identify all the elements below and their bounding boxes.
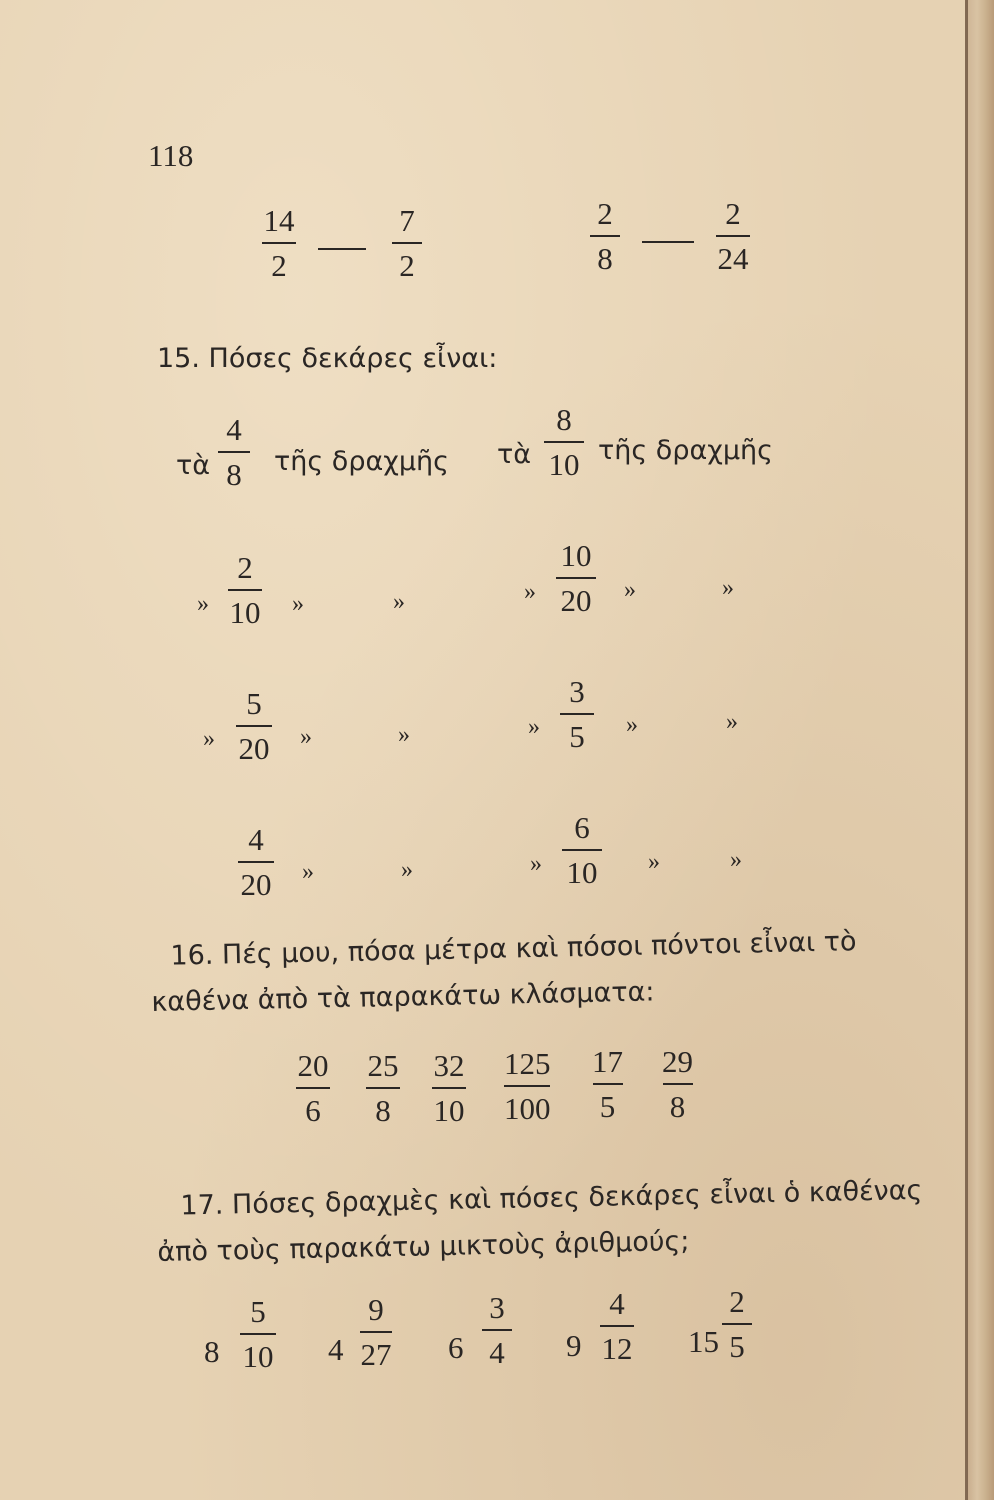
- denominator: 5: [599, 1089, 616, 1124]
- numerator: 7: [399, 203, 415, 238]
- fraction-bar: [593, 1083, 623, 1085]
- top-fraction-c: [590, 198, 620, 274]
- denominator: 12: [601, 1331, 633, 1366]
- fraction-bar: [360, 1331, 392, 1333]
- numerator: 125: [504, 1046, 551, 1081]
- mixed-whole: 4: [328, 1332, 344, 1367]
- ex17-mixed-fraction-3: [482, 1292, 512, 1368]
- fraction-bar: [722, 1323, 752, 1325]
- mixed-whole: 8: [204, 1334, 220, 1369]
- denominator: 5: [569, 719, 585, 754]
- fraction-bar: [504, 1085, 550, 1087]
- ex17-mixed-fraction-4: [600, 1288, 634, 1364]
- numerator: 10: [560, 538, 592, 573]
- ex15-left-fraction-1: [218, 414, 250, 490]
- ex15-right-fraction-1: [544, 404, 584, 480]
- ditto-mark: »: [524, 579, 536, 605]
- ex15-right-fraction-2: [556, 540, 596, 616]
- ditto-mark: »: [648, 849, 660, 875]
- ditto-mark: »: [730, 847, 742, 873]
- dash-line: [318, 248, 366, 250]
- denominator: 8: [226, 457, 242, 492]
- denominator: 8: [597, 241, 613, 276]
- fraction-bar: [590, 235, 620, 237]
- numerator: 3: [569, 674, 585, 709]
- numerator: 14: [263, 203, 295, 238]
- denominator: 20: [560, 583, 592, 618]
- denominator: 27: [360, 1337, 392, 1372]
- denominator: 10: [433, 1093, 465, 1128]
- numerator: 6: [574, 810, 590, 845]
- ex16-fraction-5: [592, 1046, 623, 1122]
- fraction-bar: [296, 1087, 330, 1089]
- ta-label: τὰ: [497, 439, 532, 470]
- denominator: 5: [729, 1329, 745, 1364]
- mixed-whole: 15: [688, 1324, 719, 1359]
- denominator: 2: [271, 248, 287, 283]
- fraction-bar: [238, 861, 274, 863]
- numerator: 32: [433, 1048, 465, 1083]
- numerator: 4: [609, 1286, 625, 1321]
- numerator: 25: [367, 1048, 399, 1083]
- ex15-right-fraction-3: [560, 676, 594, 752]
- fraction-bar: [392, 242, 422, 244]
- numerator: 2: [597, 196, 613, 231]
- ex17-mixed-fraction-2: [360, 1294, 392, 1370]
- mixed-whole: 6: [448, 1330, 464, 1365]
- numerator: 8: [556, 402, 572, 437]
- ex15-left-fraction-4: [238, 824, 274, 900]
- ta-label: τὰ: [176, 450, 211, 481]
- numerator: 4: [248, 822, 264, 857]
- numerator: 5: [250, 1294, 266, 1329]
- ex16-fraction-6: [662, 1046, 693, 1122]
- ditto-mark: »: [398, 722, 410, 748]
- ditto-mark: »: [626, 712, 638, 738]
- ex16-fraction-4: [504, 1048, 551, 1124]
- fraction-bar: [556, 577, 596, 579]
- numerator: 29: [662, 1044, 693, 1079]
- ditto-mark: »: [197, 591, 209, 617]
- numerator: 2: [729, 1284, 745, 1319]
- fraction-bar: [236, 725, 272, 727]
- ex16-fraction-3: [432, 1050, 466, 1126]
- top-fraction-d: [716, 198, 750, 274]
- ditto-mark: »: [722, 575, 734, 601]
- denominator: 100: [504, 1091, 551, 1126]
- ditto-mark: »: [624, 577, 636, 603]
- fraction-bar: [218, 451, 250, 453]
- ex15-left-fraction-2: [228, 552, 262, 628]
- denominator: 10: [548, 447, 580, 482]
- denominator: 20: [240, 867, 272, 902]
- denominator: 6: [305, 1093, 321, 1128]
- ditto-mark: »: [530, 851, 542, 877]
- fraction-bar: [716, 235, 750, 237]
- fraction-bar: [482, 1329, 512, 1331]
- denominator: 10: [566, 855, 598, 890]
- denominator: 10: [242, 1339, 274, 1374]
- fraction-bar: [432, 1087, 466, 1089]
- denominator: 2: [399, 248, 415, 283]
- ditto-mark: »: [292, 591, 304, 617]
- fraction-bar: [366, 1087, 400, 1089]
- ex17-mixed-fraction-5: [722, 1286, 752, 1362]
- exercise-15-title: 15. Πόσες δεκάρες εἶναι:: [157, 343, 498, 374]
- fraction-bar: [262, 242, 296, 244]
- numerator: 20: [297, 1048, 329, 1083]
- numerator: 3: [489, 1290, 505, 1325]
- denominator: 10: [229, 595, 261, 630]
- dash-line: [642, 241, 694, 243]
- exercise-16-text: 16. Πές μου, πόσα μέτρα καὶ πόσοι πόντοι εἶναι τὸ καθένα ἀπὸ τὰ παρακάτω κλάσματα:: [151, 926, 857, 1018]
- tis-drachmis-label: τῆς δραχμῆς: [598, 435, 773, 466]
- book-spine-edge: [965, 0, 994, 1500]
- tis-drachmis-label: τῆς δραχμῆς: [274, 446, 449, 477]
- ditto-mark: »: [302, 859, 314, 885]
- ditto-mark: »: [726, 709, 738, 735]
- fraction-bar: [562, 849, 602, 851]
- mixed-whole: 9: [566, 1328, 582, 1363]
- denominator: 8: [669, 1089, 686, 1124]
- ex16-fraction-1: [296, 1050, 330, 1126]
- denominator: 24: [717, 241, 749, 276]
- ditto-mark: »: [528, 714, 540, 740]
- numerator: 2: [725, 196, 741, 231]
- denominator: 4: [489, 1335, 505, 1370]
- top-fraction-a: [262, 205, 296, 281]
- fraction-bar: [600, 1325, 634, 1327]
- ex16-fraction-2: [366, 1050, 400, 1126]
- numerator: 17: [592, 1044, 623, 1079]
- fraction-bar: [228, 589, 262, 591]
- top-fraction-b: [392, 205, 422, 281]
- ditto-mark: »: [300, 724, 312, 750]
- ex15-right-fraction-4: [562, 812, 602, 888]
- fraction-bar: [663, 1083, 693, 1085]
- fraction-bar: [544, 441, 584, 443]
- exercise-17-text: 17. Πόσες δραχμὲς καὶ πόσες δεκάρες εἶναι ὁ καθένας ἀπὸ τοὺς παρακάτω μικτοὺς ἀριθμούς;: [157, 1174, 923, 1268]
- ditto-mark: »: [393, 589, 405, 615]
- numerator: 4: [226, 412, 242, 447]
- denominator: 20: [238, 731, 270, 766]
- numerator: 5: [246, 686, 262, 721]
- numerator: 2: [237, 550, 253, 585]
- numerator: 9: [368, 1292, 384, 1327]
- denominator: 8: [375, 1093, 391, 1128]
- fraction-bar: [560, 713, 594, 715]
- fraction-bar: [240, 1333, 276, 1335]
- ditto-mark: »: [203, 726, 215, 752]
- ex15-left-fraction-3: [236, 688, 272, 764]
- ditto-mark: »: [401, 857, 413, 883]
- page-number: 118: [148, 138, 194, 173]
- ex17-mixed-fraction-1: [240, 1296, 276, 1372]
